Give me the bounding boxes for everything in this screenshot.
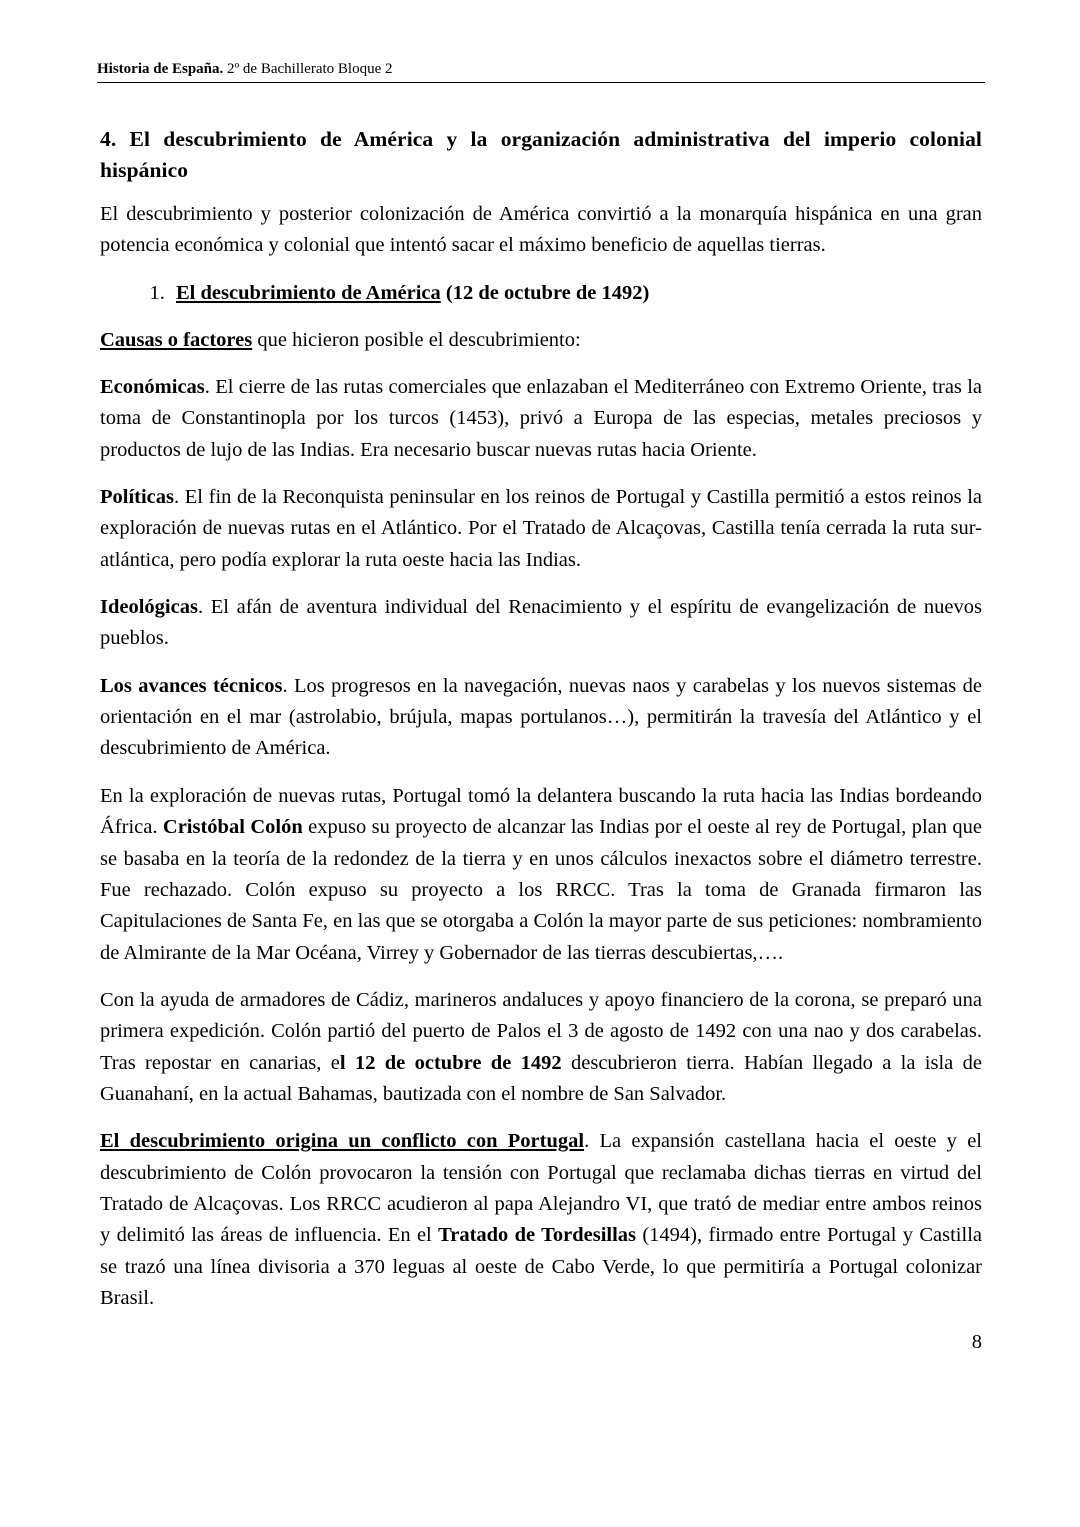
colon-paragraph: [100, 781, 982, 969]
technical-advances-paragraph: [100, 671, 982, 765]
tordesillas-treaty-bold: Tratado de Tordesillas: [438, 1224, 637, 1247]
header-divider: [97, 82, 985, 83]
technical-advances-text: . Los progresos en la navegación, nuevas naos y carabelas y los nuevos sistemas de orientación en el mar (astrolabio, brújula, mapas portulanos…), permitirán la travesía del Atlántico y el descubrimiento de América.: [100, 674, 982, 760]
expedition-date-bold: l 12 de octubre de 1492: [339, 1051, 562, 1074]
page-title: 4. El descubrimiento de América y la organización administrativa del imperio colonial hispánico: [100, 127, 982, 182]
header-course-title: Historia de España.: [97, 61, 224, 77]
portugal-text-part1: . La expansión castellana hacia el oeste y el descubrimiento de Colón provocaron la tensión con Portugal que reclamaba dichas tierras en virtud del Tratado de Alcaçovas. Los RRCC acudieron al papa Alejandro VI, que trató de mediar entre ambos reinos y delimitó las áreas de influencia. En el: [100, 1130, 982, 1247]
expedition-text-part1: Con la ayuda de armadores de Cádiz, marineros andaluces y apoyo financiero de la corona, se preparó una primera expedición. Colón partió del puerto de Palos el 3 de agosto de 1492 con una nao y dos carabelas. Tras repostar en canarias, e: [100, 988, 982, 1074]
document-content: [100, 124, 982, 1331]
ideological-causes-paragraph: [100, 592, 982, 655]
political-causes-text: . El fin de la Reconquista peninsular en los reinos de Portugal y Castilla permitió a estos reinos la exploración de nuevas rutas en el Atlántico. Por el Tratado de Alcaçovas, Castilla tenía cerrada la ruta sur-atlántica, pero podía explorar la ruta oeste hacia las Indias.: [100, 485, 982, 571]
running-header: [97, 60, 985, 79]
causes-lead: Causas o factores: [100, 328, 253, 351]
list-item-heading: El descubrimiento de América: [176, 281, 441, 304]
causes-paragraph: [100, 325, 982, 356]
portugal-conflict-paragraph: [100, 1126, 982, 1314]
causes-rest: que hicieron posible el descubrimiento:: [252, 328, 581, 351]
colon-text-part2: expuso su proyecto de alcanzar las Indias por el oeste al rey de Portugal, plan que se basaba en la teoría de la redondez de la tierra y en unos cálculos inexactos sobre el diámetro terrestre. Fue rechazado. Colón expuso su proyecto a los RRCC. Tras la toma de Granada firmaron las Capitulaciones de Santa Fe, en las que se otorgaba a Colón la mayor parte de sus peticiones: nombramiento de Almirante de la Mar Océana, Virrey y Gobernador de las tierras descubiertas,….: [100, 816, 983, 964]
political-causes-lead: Políticas: [100, 485, 175, 508]
economic-causes-paragraph: [100, 372, 982, 466]
colon-name-bold: Cristóbal Colón: [162, 816, 303, 839]
portugal-text-part2: (1494), firmado entre Portugal y Castilla se trazó una línea divisoria a 370 leguas al oeste de Cabo Verde, lo que permitiría a Portugal colonizar Brasil.: [100, 1224, 982, 1310]
ideological-causes-lead: Ideológicas: [100, 596, 198, 619]
technical-advances-lead: Los avances técnicos: [100, 674, 283, 697]
political-causes-paragraph: [100, 482, 982, 576]
header-course-subtitle: 2º de Bachillerato Bloque 2: [223, 61, 393, 77]
economic-causes-lead: Económicas: [100, 375, 205, 398]
expedition-paragraph: [100, 985, 982, 1110]
intro-paragraph: El descubrimiento y posterior colonización de América convirtió a la monarquía hispánica en una gran potencia económica y colonial que intentó sacar el máximo beneficio de aquellas tierras.: [100, 203, 982, 257]
ideological-causes-text: . El afán de aventura individual del Renacimiento y el espíritu de evangelización de nuevos pueblos.: [100, 596, 982, 650]
page-number: 8: [971, 1331, 982, 1353]
expedition-text-part2: descubrieron tierra. Habían llegado a la isla de Guanahaní, en la actual Bahamas, bautizada con el nombre de San Salvador.: [100, 1051, 982, 1106]
economic-causes-text: . El cierre de las rutas comerciales que enlazaban el Mediterráneo con Extremo Oriente, tras la toma de Constantinopla por los turcos (1453), privó a Europa de las especias, metales preciosos y productos de lujo de las Indias. Era necesario buscar nuevas rutas hacia Oriente.: [100, 375, 982, 461]
colon-text-part1: En la exploración de nuevas rutas, Portugal tomó la delantera buscando la ruta hacia las Indias bordeando África.: [100, 784, 982, 839]
numbered-list: [100, 278, 982, 309]
list-item: [170, 278, 982, 309]
list-item-date: (12 de octubre de 1492): [440, 281, 650, 304]
portugal-conflict-lead: El descubrimiento origina un conflicto con Portugal: [100, 1130, 585, 1153]
